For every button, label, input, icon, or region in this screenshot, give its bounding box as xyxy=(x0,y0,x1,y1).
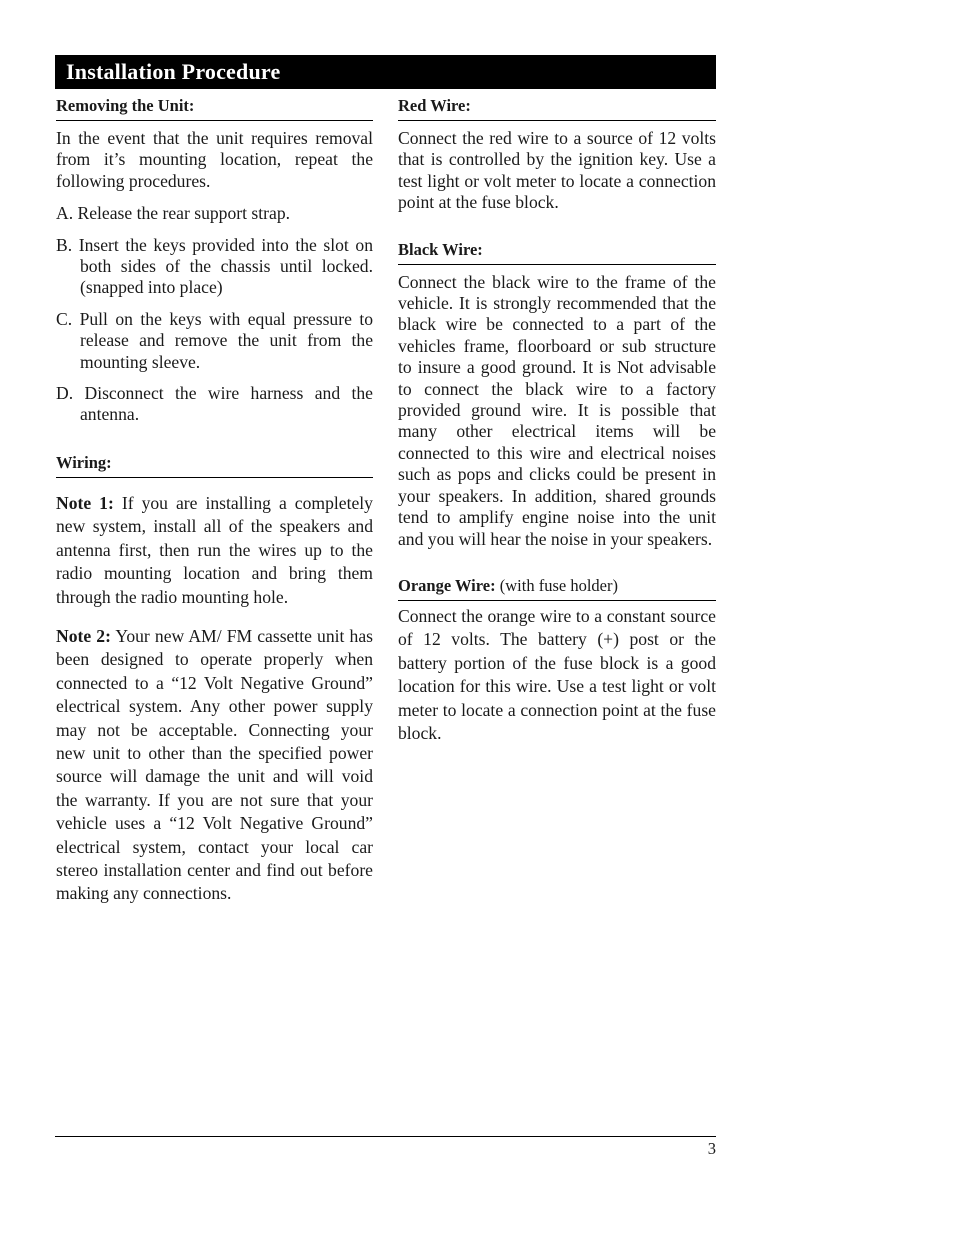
removing-step-c: C. Pull on the keys with equal pressure to release and remove the unit from the mounting sleeve. xyxy=(56,308,373,372)
page-number: 3 xyxy=(707,1139,716,1158)
black-wire-text: Connect the black wire to the frame of the vehicle. It is strongly recommended that the black wire be connected to a part of the vehicles frame, floorboard or sub structure to insure a good ground. It is Not advisable to connect the black wire to a factory provided ground wire. It is possible that many other electrical items will be connected to this wire and electrical noises such as pops and clicks could be present in your speakers. In addition, shared grounds tend to amplify engine noise into the unit and you will hear the noise in your speakers. xyxy=(398,271,716,549)
orange-wire-text: Connect the orange wire to a constant source of 12 volts. The battery (+) post or the battery portion of the fuse block is a good location for this wire. Use a test light or volt meter to locate a connection point at the fuse block. xyxy=(398,605,716,743)
wiring-note-1 xyxy=(56,492,373,609)
red-wire-heading: Red Wire: xyxy=(398,95,716,121)
removing-step-b: B. Insert the keys provided into the slot on both sides of the chassis until locked. (snapped into place) xyxy=(56,234,373,298)
removing-unit-intro: In the event that the unit requires removal from it’s mounting location, repeat the following procedures. xyxy=(56,128,373,191)
orange-wire-heading-label: Orange Wire: xyxy=(398,575,496,595)
note-2-text: Your new AM/ FM cassette unit has been designed to operate properly when connected to a “12 Volt Negative Ground” electrical system. Any other power supply may not be acceptable. Connecting your new unit to other than the specified power source will damage the unit and will void the warranty. If you are not sure that your vehicle uses a “12 Volt Negative Ground” electrical system, contact your local car stereo installation center and find out before making any connections. xyxy=(56,625,373,904)
note-2-label: Note 2: xyxy=(56,625,111,646)
footer-rule xyxy=(55,1136,716,1137)
right-column xyxy=(398,95,716,745)
section-title-bar xyxy=(55,55,716,89)
note-1-label: Note 1: xyxy=(56,492,114,513)
black-wire-heading: Black Wire: xyxy=(398,239,716,265)
removing-unit-heading: Removing the Unit: xyxy=(56,95,373,121)
orange-wire-heading-note: (with fuse holder) xyxy=(495,575,618,595)
orange-wire-heading xyxy=(398,575,716,601)
note-1-text: If you are installing a completely new system, install all of the speakers and antenna first, then run the wires up to the radio mounting location and bring them through the radio mounting hole. xyxy=(56,492,373,607)
page-title: Installation Procedure xyxy=(66,59,281,84)
red-wire-text: Connect the red wire to a source of 12 volts that is controlled by the ignition key. Use a test light or volt meter to locate a connection point at the fuse block. xyxy=(398,128,716,213)
removing-step-d: D. Disconnect the wire harness and the antenna. xyxy=(56,383,373,425)
left-column xyxy=(56,95,373,906)
wiring-heading: Wiring: xyxy=(56,452,373,478)
wiring-note-2 xyxy=(56,625,373,906)
removing-step-a: A. Release the rear support strap. xyxy=(56,203,291,224)
